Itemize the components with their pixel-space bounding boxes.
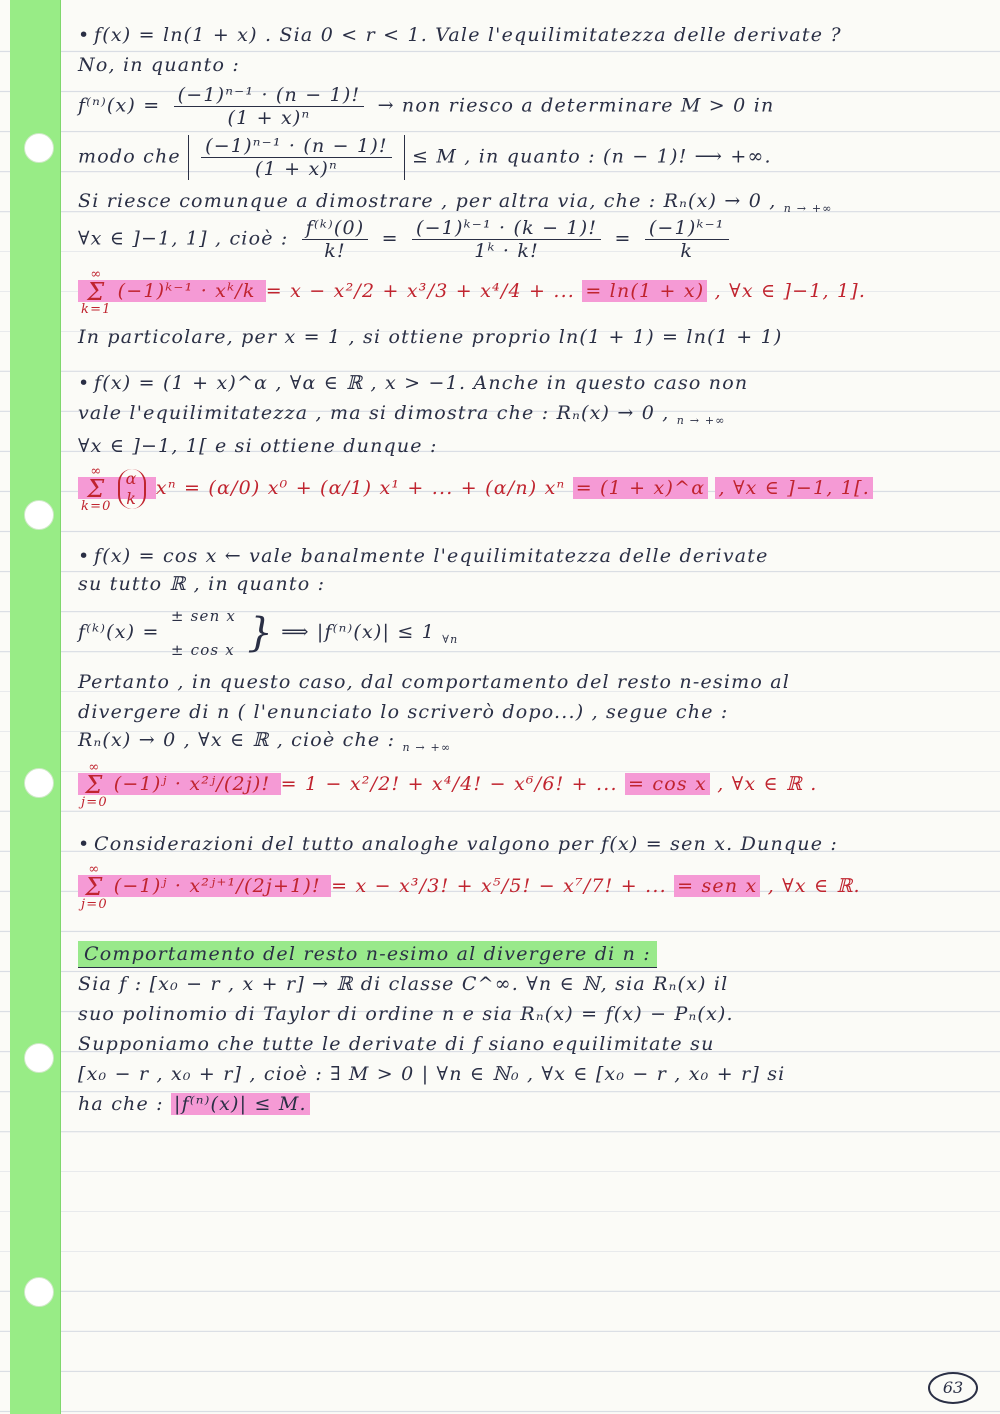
s1-line2: No, in quanto : <box>78 54 240 76</box>
margin-strip <box>10 0 61 1414</box>
s3-series: ∞ Σ j=0(−1)ʲ · x²ʲ/(2j)! = 1 − x²/2! + x⁴/4! − x⁶/6! + ... = cos x , ∀x ∈ ℝ . <box>78 761 983 809</box>
s1-line6: ∀x ∈ ]−1, 1] , cioè : $\frac{\text{f⁽ᵏ⁾(0)}}{k!}$ = $\frac{\text{(−1)ᵏ⁻¹ · (k − 1)!}}{\text{1ᵏ · k!}}$ = $\frac{\text{(−1)ᵏ⁻¹}}{k}$ <box>78 217 983 262</box>
s2-line3: ∀x ∈ ]−1, 1[ e si ottiene dunque : <box>78 434 438 457</box>
punch-hole <box>24 500 54 530</box>
fraction: $\frac{\text{(−1)ⁿ⁻¹ · (n − 1)!}}{\text{(1 + x)ⁿ}}$ <box>201 135 392 180</box>
highlight: ∞ Σ k=0α k <box>78 477 156 499</box>
handwritten-notes <box>78 18 983 1116</box>
s3-derivative: f⁽ᵏ⁾(x) = ± sen x ± cos x } ⟹ |f⁽ⁿ⁾(x)| ≤ 1 $_{\forall n}$ <box>78 606 459 659</box>
s5-line5: ha che : |f⁽ⁿ⁾(x)| ≤ M. <box>78 1093 983 1115</box>
s5-line4: [x₀ − r , x₀ + r] , cioè : ∃ M > 0 | ∀n ∈ ℕ₀ , ∀x ∈ [x₀ − r , x₀ + r] si <box>78 1063 786 1086</box>
s3-line1: • f(x) = cos x ← vale banalmente l'equilimitatezza delle derivate <box>78 544 769 567</box>
highlight: ∞ Σ k=1(−1)ᵏ⁻¹ · xᵏ/k <box>78 280 266 302</box>
s5-line3: Supponiamo che tutte le derivate di f siano equilimitate su <box>78 1033 715 1056</box>
absolute-value <box>188 135 405 180</box>
bullet: • <box>78 24 91 46</box>
s1-series: ∞ Σ k=1(−1)ᵏ⁻¹ · xᵏ/k = x − x²/2 + x³/3 + x⁴/4 + ... = ln(1 + x) , ∀x ∈ ]−1, 1]. <box>78 268 983 316</box>
punch-hole <box>24 1277 54 1307</box>
s3-line5: divergere di n ( l'enunciato lo scriverò dopo...) , segue che : <box>78 700 729 723</box>
s1-modo: modo che $\frac{\text{(−1)ⁿ⁻¹ · (n − 1)!}}{\text{(1 + x)ⁿ}}$ ≤ M , in quanto : (n − 1)! ⟶ +∞. <box>78 135 772 180</box>
s2-series: ∞ Σ k=0α k xⁿ = (α/0) x⁰ + (α/1) x¹ + ... + (α/n) xⁿ = (1 + x)^α , ∀x ∈ ]−1, 1[. <box>78 465 983 513</box>
s3-line6: Rₙ(x) → 0 , ∀x ∈ ℝ , cioè che : $_{n \to +\infty}$ <box>78 728 452 754</box>
s3-line4: Pertanto , in questo caso, dal comportamento del resto n-esimo al <box>78 670 791 693</box>
s1-line1: • f(x) = ln(1 + x) . Sia 0 < r < 1. Vale l'equilimitatezza delle derivate ? <box>78 24 842 46</box>
s1-line8: In particolare, per x = 1 , si ottiene proprio ln(1 + 1) = ln(1 + 1) <box>78 325 783 348</box>
sigma: ∞ Σ k=1 <box>81 266 112 317</box>
s1-derivative: f⁽ⁿ⁾(x) = $\frac{\text{(−1)ⁿ⁻¹ · (n − 1)!}}{\text{(1 + x)ⁿ}}$ → non riesco a determinare M > 0 in <box>78 84 775 129</box>
s5-line1: Sia f : [x₀ − r , x + r] → ℝ di classe C^∞. ∀n ∈ ℕ, sia Rₙ(x) il <box>78 973 729 996</box>
s1-line5: Si riesce comunque a dimostrare , per altra via, che : Rₙ(x) → 0 , $_{n \to +\infty}$ <box>78 190 833 215</box>
s5-heading: Comportamento del resto n-esimo al divergere di n : <box>78 943 983 965</box>
page-number: 63 <box>928 1372 978 1404</box>
fraction: $\frac{\text{(−1)ⁿ⁻¹ · (n − 1)!}}{\text{(1 + x)ⁿ}}$ <box>174 84 365 129</box>
punch-hole <box>24 1043 54 1073</box>
s2-line1: • f(x) = (1 + x)^α , ∀α ∈ ℝ , x > −1. Anche in questo caso non <box>78 371 749 394</box>
s5-line2: suo polinomio di Taylor di ordine n e sia Rₙ(x) = f(x) − Pₙ(x). <box>78 1003 734 1026</box>
s3-line2: su tutto ℝ , in quanto : <box>78 572 326 595</box>
s4-line1: • Considerazioni del tutto analoghe valgono per f(x) = sen x. Dunque : <box>78 833 838 856</box>
punch-hole <box>24 768 54 798</box>
s2-line2: vale l'equilimitatezza , ma si dimostra che : Rₙ(x) → 0 , $_{n \to +\infty}$ <box>78 401 726 427</box>
s4-series: ∞ Σ j=0(−1)ʲ · x²ʲ⁺¹/(2j+1)! = x − x³/3! + x⁵/5! − x⁷/7! + ... = sen x , ∀x ∈ ℝ. <box>78 863 983 911</box>
punch-hole <box>24 133 54 163</box>
